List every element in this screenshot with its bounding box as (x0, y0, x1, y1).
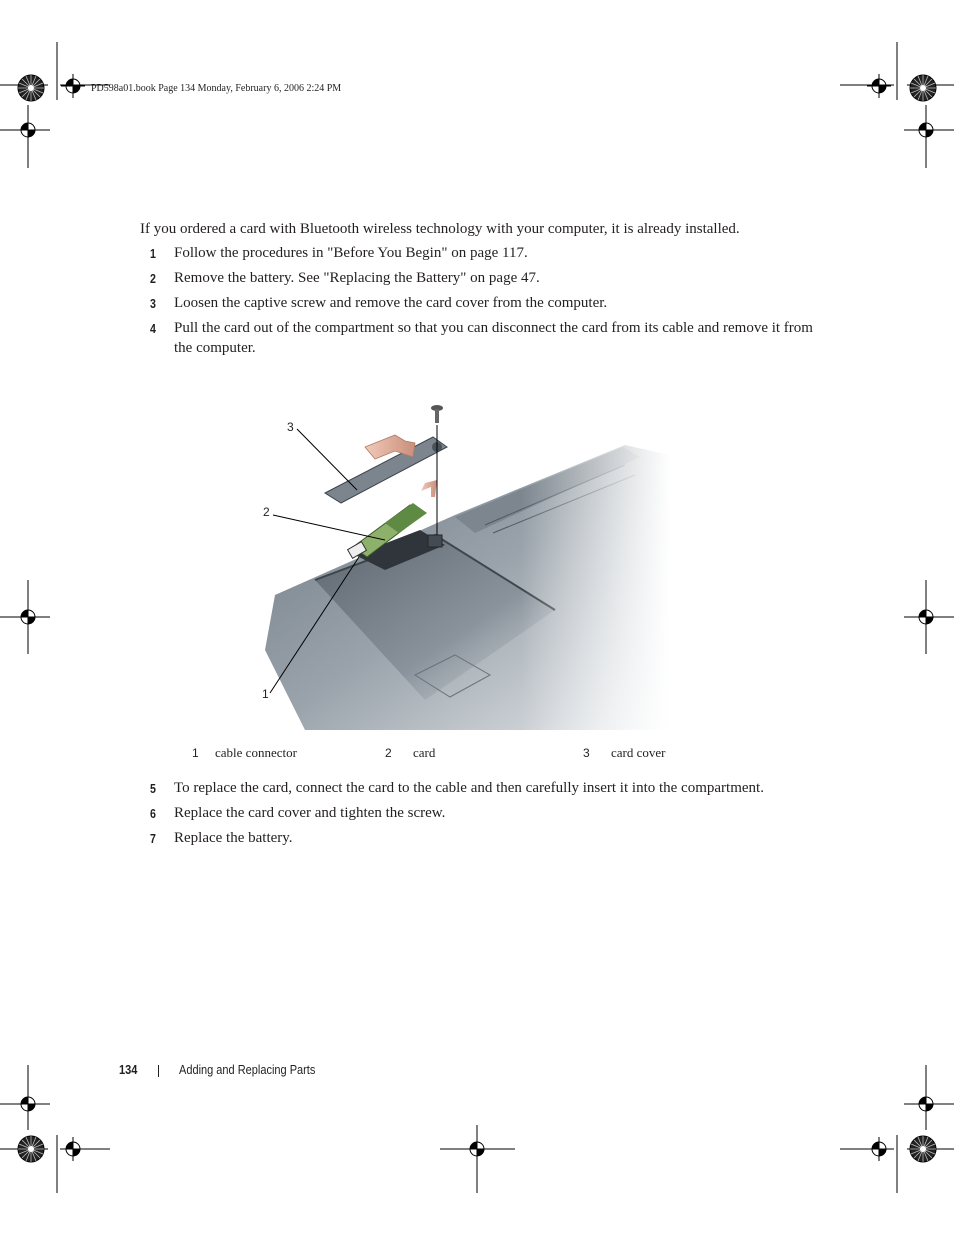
step-text: Loosen the captive screw and remove the card cover from the computer. (174, 295, 608, 311)
step-number: 3 (150, 297, 156, 311)
page-number: 134 (119, 1062, 138, 1077)
book-info-header: PD598a01.book Page 134 Monday, February 6, 2006 2:24 PM (91, 83, 342, 94)
legend-number: 2 (385, 746, 392, 760)
step-number: 1 (150, 247, 156, 261)
step-number: 5 (150, 782, 156, 796)
step-text: Follow the procedures in "Before You Begin" on page 117. (174, 245, 528, 261)
step-number: 2 (150, 272, 156, 286)
legend-label: card cover (611, 745, 666, 760)
legend-item (385, 745, 392, 761)
legend-item (192, 745, 199, 761)
legend-item (583, 745, 590, 761)
legend-label: cable connector (215, 745, 297, 760)
bluetooth-card-illustration (245, 385, 670, 730)
legend-number: 1 (192, 746, 199, 760)
step-text: To replace the card, connect the card to the cable and then carefully insert it into the compartment. (174, 780, 764, 796)
legend-number: 3 (583, 746, 590, 760)
step-number: 7 (150, 832, 156, 846)
callout-3: 3 (287, 420, 294, 434)
step-number: 6 (150, 807, 156, 821)
section-title: Adding and Replacing Parts (179, 1063, 316, 1077)
callout-1: 1 (262, 687, 269, 701)
step-text: Pull the card out of the compartment so that you can disconnect the card from its cable and remove it from the computer. (174, 320, 813, 356)
step-number: 4 (150, 322, 156, 336)
footer-divider (158, 1065, 159, 1077)
step-text: Remove the battery. See "Replacing the Battery" on page 47. (174, 270, 540, 286)
step-text: Replace the card cover and tighten the screw. (174, 805, 446, 821)
legend-label: card (413, 745, 436, 760)
intro-paragraph: If you ordered a card with Bluetooth wireless technology with your computer, it is already installed. (140, 221, 740, 237)
step-text: Replace the battery. (174, 830, 293, 846)
callout-2: 2 (263, 505, 270, 519)
